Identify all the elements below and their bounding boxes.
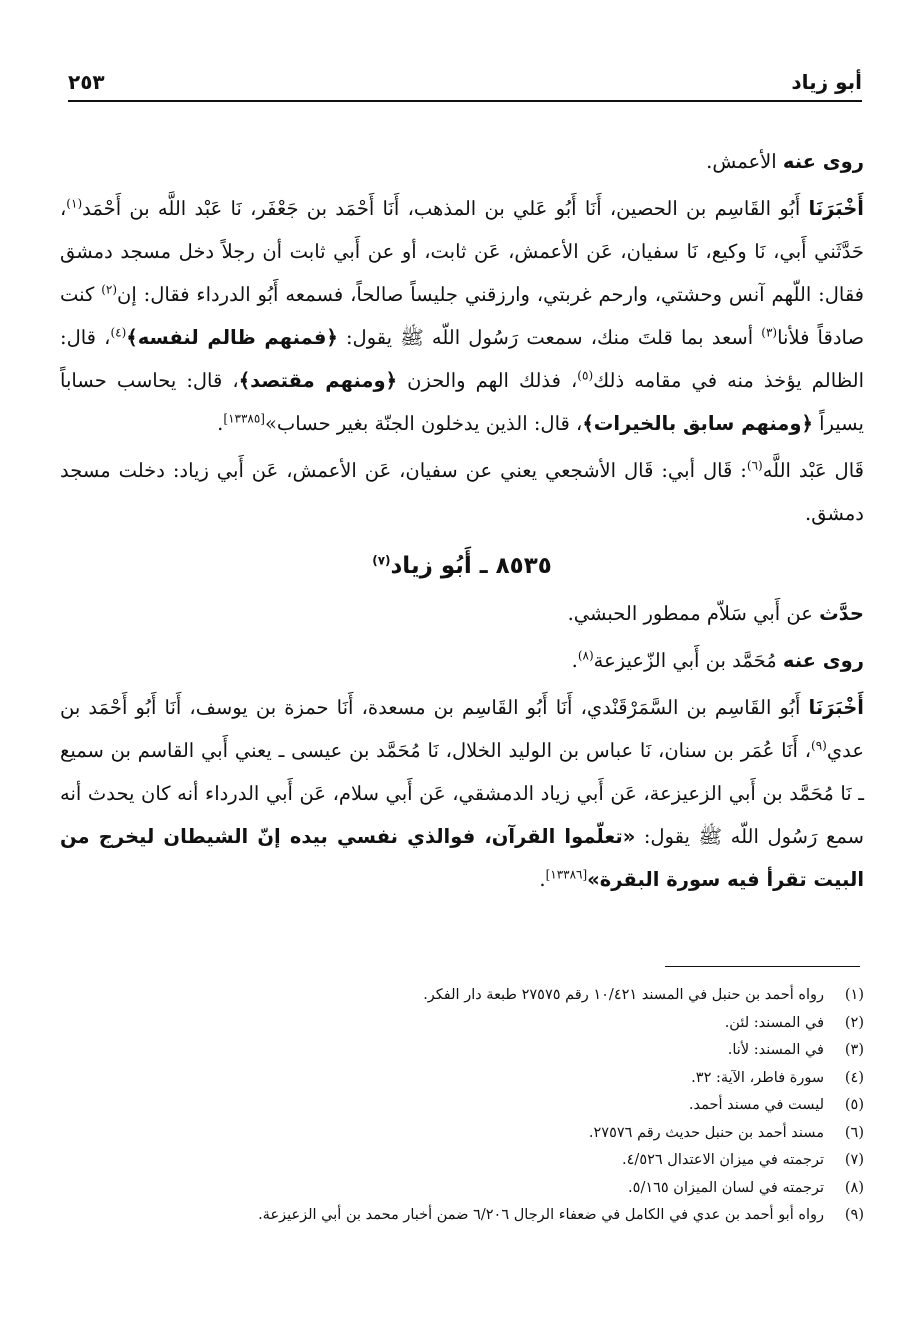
footnote-number: (٢): [844, 1014, 864, 1031]
footnote: [74, 1120, 864, 1148]
footnote: [74, 982, 864, 1010]
footnote-ref-4: (٤): [110, 325, 127, 340]
footnote-text: ليست في مسند أحمد.: [688, 1097, 824, 1113]
paragraph-narrated-by-2: [60, 639, 864, 682]
footnote-text: في المسند: لأنا.: [727, 1042, 824, 1058]
footnote: [74, 1202, 864, 1230]
footnote-number: (٥): [844, 1097, 864, 1113]
footnote-text: مسند أحمد بن حنبل حديث رقم ٢٧٥٧٦.: [588, 1124, 824, 1141]
text-run: ، حَدَّثَني أَبي، نَا وكيع، نَا سفيان، عَن الأعمش، عَن ثابت، أو عن أَبي ثابت أن رجلاً دخل مسجد دمشق فقال: اللّهم آنس وحشتي، وارحم غربتي، وارزقني جليساً صالحاً، فسمعه أَبُو الدرداء فقال: إن: [60, 197, 865, 306]
lead-word: روى عنه: [782, 150, 864, 173]
footnote-text: في المسند: لئن.: [724, 1014, 824, 1031]
footnote: [74, 1037, 864, 1065]
footnote: [74, 1010, 864, 1038]
hadith-number: [١٣٣٨٦]: [545, 867, 588, 882]
text-run: .: [571, 649, 578, 672]
footnote-number: (٣): [844, 1042, 864, 1058]
footnote-ref-1: (١): [66, 196, 83, 211]
lead-word: حدَّث: [819, 602, 864, 625]
footnote-ref-6: (٦): [746, 458, 763, 473]
footnote-ref-8: (٨): [577, 648, 594, 663]
footnote-ref-2: (٢): [101, 282, 118, 297]
main-text: [60, 140, 864, 905]
paragraph-text: مُحَمَّد بن أَبي الزّعيزعة: [593, 649, 783, 672]
footnote-text: ترجمته في ميزان الاعتدال ٤/٥٢٦.: [622, 1152, 824, 1168]
paragraph-narrated-by: [60, 140, 864, 183]
paragraph-hadith-1: [60, 187, 864, 445]
text-run: ، فذلك الهم والحزن: [397, 369, 578, 392]
quran-quote: ﴿فمنهم ظالم لنفسه﴾: [126, 326, 338, 349]
hadith-number: [١٣٣٨٥]: [223, 411, 265, 426]
hadith-quote: «تعلّموا القرآن، فوالذي نفسي بيده إنّ الشيطان ليخرج من البيت تقرأ فيه سورة البقرة»: [60, 825, 864, 891]
footnote: [74, 1175, 864, 1203]
footnote: [74, 1065, 864, 1093]
text-run: ، أَنَا عُمَر بن سنان، نَا عباس بن الوليد الخلال، نَا مُحَمَّد بن عيسى ـ يعني أَبي القاسم بن سميع ـ نَا مُحَمَّد بن أَبي الزعيزعة، عَن أَبي زياد الدمشقي، عَن أَبي سلام، عَن أَبي الدرداء أنه كان يحدث أنه سمع رَسُول اللّه ﷺ يقول:: [60, 739, 864, 848]
entry-title: ٨٥٣٥ ـ أَبُو زياد: [390, 553, 552, 579]
footnote-text: سورة فاطر، الآية: ٣٢.: [691, 1069, 824, 1086]
footnote-number: (١): [844, 987, 864, 1003]
footnote-ref-9: (٩): [811, 738, 827, 753]
paragraph-note: [60, 449, 864, 535]
text-run: ، قال: يحاسب حساباً يسيراً: [60, 369, 864, 435]
text-run: ، قال: الذين يدخلون الجنّة بغير حساب»: [264, 412, 583, 435]
footnote-separator: [665, 966, 860, 967]
lead-word: أَخْبَرَنَا: [808, 696, 864, 719]
header-title: أبو زياد: [791, 70, 862, 94]
footnote-text: رواه أبو أحمد بن عدي في الكامل في ضعفاء الرجال ٦/٢٠٦ ضمن أخبار محمد بن أبي الزعيزعة.: [258, 1207, 824, 1223]
footnote-ref-7: (٧): [372, 553, 391, 568]
footnote-number: (٩): [844, 1207, 864, 1223]
footnote-number: (٧): [844, 1152, 864, 1168]
text-run: : قَال أبي: قَال الأشجعي يعني عن سفيان، عَن الأعمش، عَن أَبي زياد: دخلت مسجد دمشق.: [60, 459, 864, 525]
lead-word: أَخْبَرَنَا: [808, 197, 864, 220]
text-run: كنت صادقاً فلأنا: [60, 283, 864, 349]
text-run: أَبُو القَاسِم بن السَّمَرْقَنْدي، أَنَا أَبُو القَاسِم بن مسعدة، أَنَا حمزة بن يوسف، أَنَا أَبُو أَحْمَد بن عدي: [60, 696, 864, 762]
text-run: قَال عَبْد اللَّه: [762, 459, 864, 482]
footnote-ref-5: (٥): [577, 368, 594, 383]
text-run: أَبُو القَاسِم بن الحصين، أَنَا أَبُو عَلي بن المذهب، أَنَا أَحْمَد بن جَعْفَر، نَا عَبْد اللَّه بن أَحْمَد: [82, 197, 809, 220]
footnote-text: رواه أحمد بن حنبل في المسند ١٠/٤٢١ رقم ٢٧٥٧٥ طبعة دار الفكر.: [423, 987, 824, 1003]
footnotes: [74, 982, 864, 1230]
footnote-number: (٤): [844, 1069, 864, 1086]
paragraph-text: عن أَبي سَلاّم ممطور الحبشي.: [567, 602, 820, 625]
quran-quote: ﴿ومنهم سابق بالخيرات﴾: [582, 412, 813, 435]
footnote: [74, 1147, 864, 1175]
paragraph-narrated-from: [60, 592, 864, 635]
footnote-text: ترجمته في لسان الميزان ٥/١٦٥.: [628, 1179, 824, 1196]
footnote-number: (٦): [844, 1124, 864, 1141]
text-run: ، قال: الظالم يؤخذ منه في مقامه ذلك: [60, 326, 864, 392]
footnote-ref-3: (٣): [761, 325, 778, 340]
paragraph-hadith-2: [60, 686, 864, 901]
text-run: أسعد بما قلتَ منك، سمعت رَسُول اللّه ﷺ يقول:: [337, 326, 762, 349]
text-run: .: [217, 412, 224, 435]
quran-quote: ﴿ومنهم مقتصد﴾: [238, 369, 398, 392]
footnote-number: (٨): [844, 1179, 864, 1196]
text-run: .: [539, 868, 546, 891]
running-header: [68, 60, 862, 102]
footnote: [74, 1092, 864, 1120]
paragraph-text: الأعمش.: [706, 150, 783, 173]
lead-word: روى عنه: [782, 649, 864, 672]
page-number: ٢٥٣: [68, 70, 105, 94]
entry-heading: [60, 545, 864, 588]
